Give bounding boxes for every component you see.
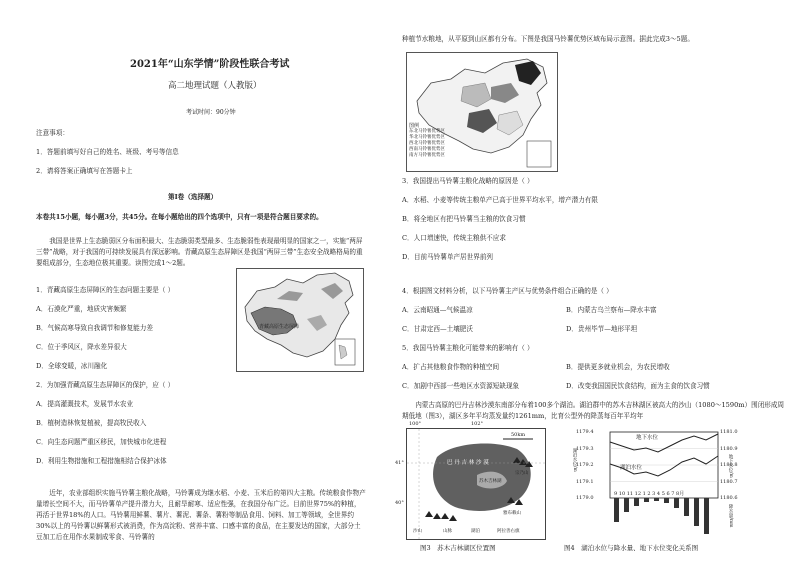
lake-paragraph: 内蒙古高原的巴丹吉林沙漠东南部分布着100多个湖泊。湖泊群中的苏木吉林湖区被高大的沙山（1080～1590m）围闭形成周期低地（图3），湖区多年平均蒸发量约1261mm，比育公型外的降蒸每百年平均年 [402, 401, 785, 420]
water-level-chart [572, 428, 744, 538]
instructions: 本卷共15小题，每小题3分，共45分。在每小题给出的四个选项中，只有一项是符合题目要求的。 [36, 213, 323, 221]
notes-head: 注意事项： [36, 129, 69, 137]
q2-option-a: A．提高灌溉技术，发展节水农业 [36, 400, 134, 408]
legend-sand: 沙山 [413, 529, 422, 534]
question-1: 1．青藏高原生态屏障区的生态问题主要是（ ） [36, 286, 175, 294]
q1-option-c: C．位于季风区，降水差异很大 [36, 343, 127, 351]
right-intro: 种植节水粮地，从平原到山区都有分布。下图是我国马铃薯优势区域布局示意图。据此完成3～5题。 [402, 35, 694, 43]
right-tick: 1181.0 [720, 429, 738, 435]
legend-item: 南方马铃薯优势区 [409, 153, 445, 158]
right-axis-label: 地下水位/m [728, 454, 733, 478]
exam-title: 2021年“山东学情”阶段性联合考试 [130, 59, 290, 70]
subject-title: 高二地理试题（人教版） [168, 81, 262, 91]
section-title: 第Ⅰ卷（选择题） [168, 193, 218, 201]
q3-option-d: D．目前马铃薯单产居世界前列 [402, 253, 494, 261]
desert-label: 巴 丹 吉 林 沙 漠 [447, 460, 489, 466]
mountain-label-1: 宗乃山 [515, 471, 529, 476]
q1-option-d: D．全球变暖，冰川融化 [36, 362, 108, 370]
left-axis-label: 湖泊水位/m [572, 448, 577, 472]
potato-region-map [406, 52, 558, 172]
q2-option-d: D．利用生物措施和工程措施相结合保护冰体 [36, 457, 167, 465]
q2-option-c: C．向生态问题严重区移民，加快城市化进程 [36, 438, 167, 446]
note-1: 1．答题前填写好自己的姓名、班级、考号等信息 [36, 148, 179, 156]
question-3: 3．我国提出马铃薯主粮化战略的原因是（ ） [402, 177, 534, 185]
precip-axis-label: 降水量/mm [728, 504, 733, 528]
right-page [395, 0, 794, 561]
q1-option-a: A．石漠化严重，地质灾害频繁 [36, 305, 127, 313]
legend-item: 西北马铃薯优势区 [409, 141, 445, 146]
intro-paragraph: 我国是世界上生态脆弱区分布面积最大、生态脆弱类型最多、生态脆弱性表现最明显的国家之一，实施“两屏三带”战略，对于我国的可持续发展具有深远影响。青藏高原生态屏障区是我国“两屏三带”生态安全战略格局的重要组成部分，生态地位极其重要。读图完成1～2题。 [36, 237, 363, 267]
q4-option-c: C．甘肃定西—土壤肥沃 [402, 325, 473, 333]
q5-option-c: C．加剧中西部一些地区水资源短缺现象 [402, 382, 520, 390]
q5-option-b: B．提供更多就业机会，为农民增收 [566, 363, 670, 371]
lon-label-2: 102° [471, 421, 484, 427]
lon-label-1: 100° [409, 421, 422, 427]
groundwater-label: 地下水位 [636, 435, 659, 441]
right-tick: 1180.6 [720, 495, 738, 501]
q4-option-b: B．内蒙古乌兰察布—降水丰富 [566, 306, 657, 314]
q4-option-d: D．贵州毕节—地形平坦 [566, 325, 638, 333]
china-map-svg [237, 269, 363, 371]
legend-item: 东北马铃薯优势区 [409, 129, 445, 134]
question-4: 4．根据图文材料分析，以下马铃薯主产区与优势条件组合正确的是（ ） [402, 287, 613, 295]
note-2: 2．请将答案正确填写在答题卡上 [36, 167, 133, 175]
precipitation-bars [614, 498, 709, 534]
q1-option-b: B．气候高寒导致自我调节和修复能力差 [36, 324, 153, 332]
lake-map-svg [407, 429, 545, 539]
right-tick: 1180.9 [720, 445, 738, 452]
scale-label: 50km [511, 432, 526, 438]
question-5: 5．我国马铃薯主粮化可能带来的影响有（ ） [402, 344, 534, 352]
left-tick: 1179.4 [576, 429, 594, 435]
lake-label: 苏木吉林湖 [479, 479, 502, 484]
right-tick: 1180.7 [720, 478, 738, 485]
lake-level-label: 湖泊水位 [620, 465, 643, 471]
potato-paragraph: 近年，农业部组织实施马铃薯主粮化战略，马铃薯成为继水稻、小麦、玉米后的第四大主粮。传统粮食作物产量增长空间不大，而马铃薯单产提升潜力大，且耐旱耐寒、适应性强，在我国分布广泛。目前世界75%的种植，再活于世界18%的人口。马铃薯用鲜薯、薯片、薯泥、薯条、薯粉等制品食用、饲料、加工等领域，全世界约30%以上的马铃薯以鲜薯形式被消费，作为高淀粉、营养丰富、口感丰富的食品，在主要发达的国家，大部分土豆加工后在用作水果制成零食、马铃薯的 [36, 489, 366, 541]
q3-option-a: A．水稻、小麦等传统主粮单产已高于世界平均水平，增产潜力有限 [402, 196, 598, 204]
potato-map-legend [409, 123, 479, 159]
mountain-label-2: 雅布赖山 [503, 511, 521, 516]
q5-option-d: D．改变我国国民饮食结构，面为主食的饮食习惯 [566, 382, 710, 390]
lat-label-2: 40° [395, 500, 404, 506]
q5-option-a: A．扩占其他粮食作物的种植空间 [402, 363, 500, 371]
lat-label-1: 41° [395, 460, 404, 466]
left-tick: 1179.1 [576, 478, 594, 485]
groundwater-line [610, 434, 718, 452]
month-axis: 9 10 11 12 1 2 3 4 5 6 7 8月 [614, 491, 685, 497]
legend-lake: 湖泊 [471, 529, 480, 534]
exam-time: 考试时间：90分钟 [186, 109, 236, 116]
left-tick: 1179.2 [576, 462, 594, 468]
figure-3-caption: 图3 苏木吉林湖区位置图 [420, 544, 496, 552]
q4-option-a: A．云南昭通—气候温凉 [402, 306, 473, 314]
right-tick: 1180.8 [720, 462, 738, 468]
figure-4-caption: 图4 湖泊水位与降水量、地下水位变化关系图 [564, 544, 699, 552]
legend-mountain: 山脉 [443, 529, 452, 534]
map-region-label: 青藏高原生态屏障 [259, 324, 300, 330]
q3-option-b: B．将全地区有把马铃薯当主粮的饮食习惯 [402, 215, 526, 223]
legend-station: 阿拉善右旗 [497, 529, 520, 534]
lake-location-map [395, 421, 546, 540]
q2-option-b: B．植树造林恢复植被，提高牧民收入 [36, 419, 147, 427]
left-tick: 1179.3 [576, 445, 594, 452]
legend-title: 图例 [409, 123, 420, 129]
left-tick: 1179.0 [576, 495, 594, 501]
question-2: 2．为加强青藏高原生态屏障区的保护，应（ ） [36, 381, 175, 389]
china-map-figure [236, 268, 364, 372]
q3-option-c: C．人口增速快，传统主粮供不应求 [402, 234, 506, 242]
legend-item: 西南马铃薯优势区 [409, 147, 445, 152]
legend-item: 华北马铃薯优势区 [409, 135, 445, 140]
